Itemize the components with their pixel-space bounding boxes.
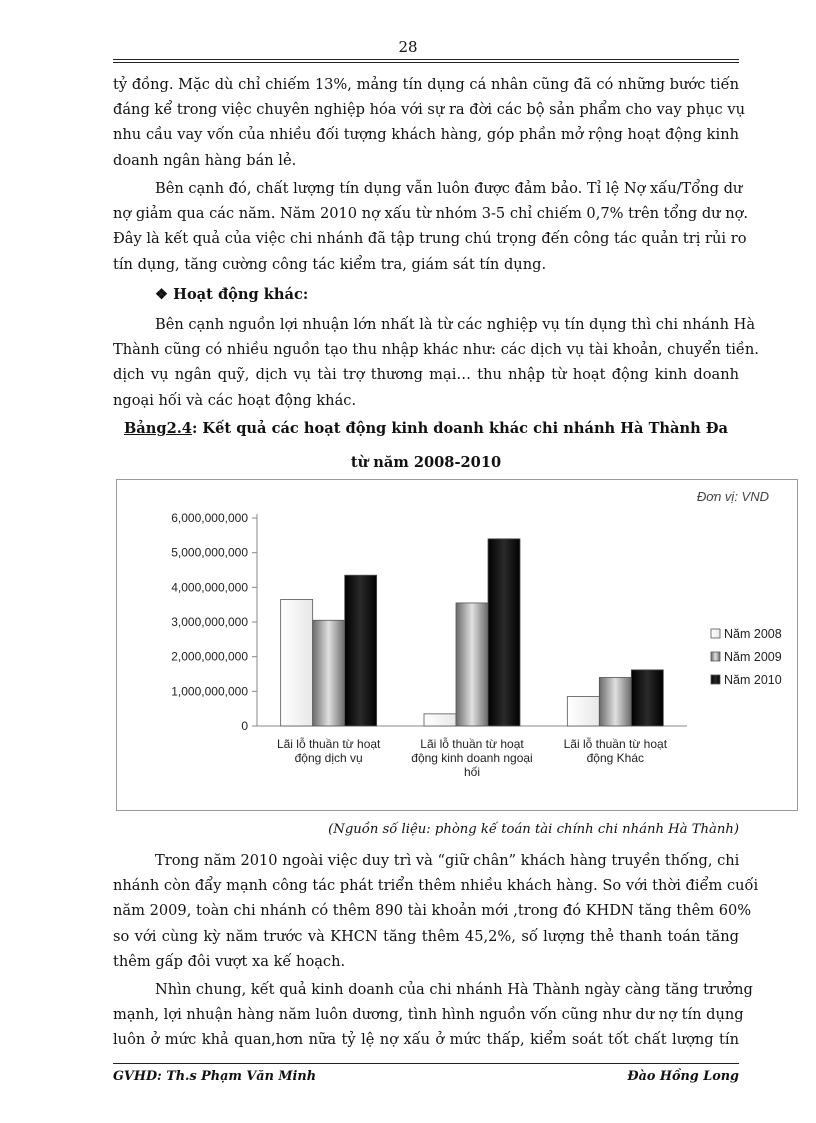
source-note: (Nguồn số liệu: phòng kế toán tài chính chi nhánh Hà Thành) [328, 822, 739, 837]
text-line: nợ giảm qua các năm. Năm 2010 nợ xấu từ nhóm 3-5 chỉ chiếm 0,7% trên tổng dư nợ. [113, 205, 749, 223]
text-line: dịch vụ ngân quỹ, dịch vụ tài trợ thương mại… thu nhập từ hoạt động kinh doanh [113, 366, 739, 384]
paragraph-other-income [113, 312, 759, 413]
x-category-label: động kinh doanh ngoại [411, 751, 533, 765]
table-caption-years: từ năm 2008-2010 [350, 454, 502, 471]
text-line: Đây là kết quả của việc chi nhánh đã tập trung chú trọng đến công tác quản trị rủi ro [113, 230, 747, 248]
legend-swatch [711, 652, 720, 661]
legend-label: Năm 2009 [724, 650, 782, 664]
text-line: ngoại hối và các hoạt động khác. [113, 391, 357, 409]
x-category-label: động Khác [586, 751, 645, 765]
x-category-label: Lãi lỗ thuần từ hoạt [563, 737, 668, 751]
bar-chart [117, 480, 797, 810]
legend-label: Năm 2010 [724, 673, 782, 687]
text-line: đáng kể trong việc chuyên nghiệp hóa với sự ra đời các bộ sản phẩm cho vay phục vụ [113, 101, 745, 119]
paragraph-summary [113, 977, 753, 1053]
bar-năm-2009 [599, 677, 631, 726]
paragraph-credit [113, 72, 745, 173]
footer-advisor: GVHD: Th.s Phạm Văn Minh [113, 1069, 316, 1084]
bar-năm-2008 [424, 714, 456, 726]
header-rule-top [113, 59, 739, 60]
unit-note: Đơn vị: VND [696, 489, 769, 504]
text-line: thêm gấp đôi vượt xa kế hoạch. [113, 952, 346, 970]
text-line: Thành cũng có nhiều nguồn tạo thu nhập khác như: các dịch vụ tài khoản, chuyển tiền. [113, 341, 759, 359]
bar-năm-2010 [631, 670, 663, 726]
text-line: tỷ đồng. Mặc dù chỉ chiếm 13%, mảng tín dụng cá nhân cũng đã có những bước tiến [113, 76, 739, 93]
table-caption [113, 420, 739, 437]
table-label: Bảng2.4 [123, 420, 192, 437]
header-rule-bottom [113, 62, 739, 63]
text-line: Nhìn chung, kết quả kinh doanh của chi nhánh Hà Thành ngày càng tăng trưởng [155, 981, 753, 998]
bar-năm-2008 [567, 697, 599, 726]
footer-rule [113, 1063, 739, 1064]
y-tick-label: 4,000,000,000 [171, 580, 248, 595]
text-line: luôn ở mức khả quan,hơn nữa tỷ lệ nợ xấu ở mức thấp, kiểm soát tốt chất lượng tín [113, 1031, 739, 1049]
text-line: so với cùng kỳ năm trước và KHCN tăng thêm 45,2%, số lượng thẻ thanh toán tăng [113, 927, 739, 945]
y-tick-label: 1,000,000,000 [171, 684, 248, 699]
text-line: Bên cạnh đó, chất lượng tín dụng vẫn luôn được đảm bảo. Tỉ lệ Nợ xấu/Tổng dư [155, 180, 743, 197]
text-line: nhu cầu vay vốn của nhiều đối tượng khách hàng, góp phần mở rộng hoạt động kinh [113, 126, 739, 144]
table-caption-text: : Kết quả các hoạt động kinh doanh khác chi nhánh Hà Thành Đa [191, 420, 729, 437]
legend-swatch [711, 629, 720, 638]
chart-container [116, 479, 798, 811]
bar-năm-2010 [488, 539, 520, 726]
bar-năm-2010 [345, 575, 377, 726]
paragraph-credit-quality [113, 176, 749, 277]
text-line: Bên cạnh nguồn lợi nhuận lớn nhất là từ các nghiệp vụ tín dụng thì chi nhánh Hà [155, 316, 756, 333]
x-category-label: động dịch vụ [294, 751, 363, 765]
x-category-label: hối [463, 765, 481, 779]
x-category-label: Lãi lỗ thuần từ hoạt [420, 737, 524, 751]
y-tick-label: 3,000,000,000 [171, 615, 248, 629]
text-line: tín dụng, tăng cường công tác kiểm tra, giám sát tín dụng. [113, 255, 547, 273]
legend-label: Năm 2008 [724, 627, 782, 641]
text-line: nhánh còn đẩy mạnh công tác phát triển thêm nhiều khách hàng. So với thời điểm cuối [113, 877, 759, 895]
footer-author: Đào Hồng Long [627, 1069, 739, 1084]
section-heading-other-activities: ❖ Hoạt động khác: [155, 286, 309, 303]
text-line: năm 2009, toàn chi nhánh có thêm 890 tài khoản mới ,trong đó KHDN tăng thêm 60% [113, 902, 752, 920]
legend-swatch [711, 675, 720, 684]
x-category-label: Lãi lỗ thuần từ hoạt [276, 737, 381, 751]
y-tick-label: 6,000,000,000 [171, 511, 248, 525]
text-line: mạnh, lợi nhuận hàng năm luôn dương, tình hình nguồn vốn cũng như dư nợ tín dụng [113, 1006, 744, 1024]
text-line: Trong năm 2010 ngoài việc duy trì và “giữ chân” khách hàng truyền thống, chi [155, 852, 740, 869]
y-tick-label: 5,000,000,000 [171, 545, 248, 560]
bar-năm-2008 [281, 599, 313, 726]
paragraph-customers [113, 848, 759, 974]
page-number: 28 [398, 38, 418, 56]
bar-năm-2009 [313, 620, 345, 726]
y-tick-label: 0 [241, 719, 248, 733]
text-line: doanh ngân hàng bán lẻ. [113, 151, 297, 169]
bar-năm-2009 [456, 603, 488, 726]
y-tick-label: 2,000,000,000 [171, 649, 248, 664]
